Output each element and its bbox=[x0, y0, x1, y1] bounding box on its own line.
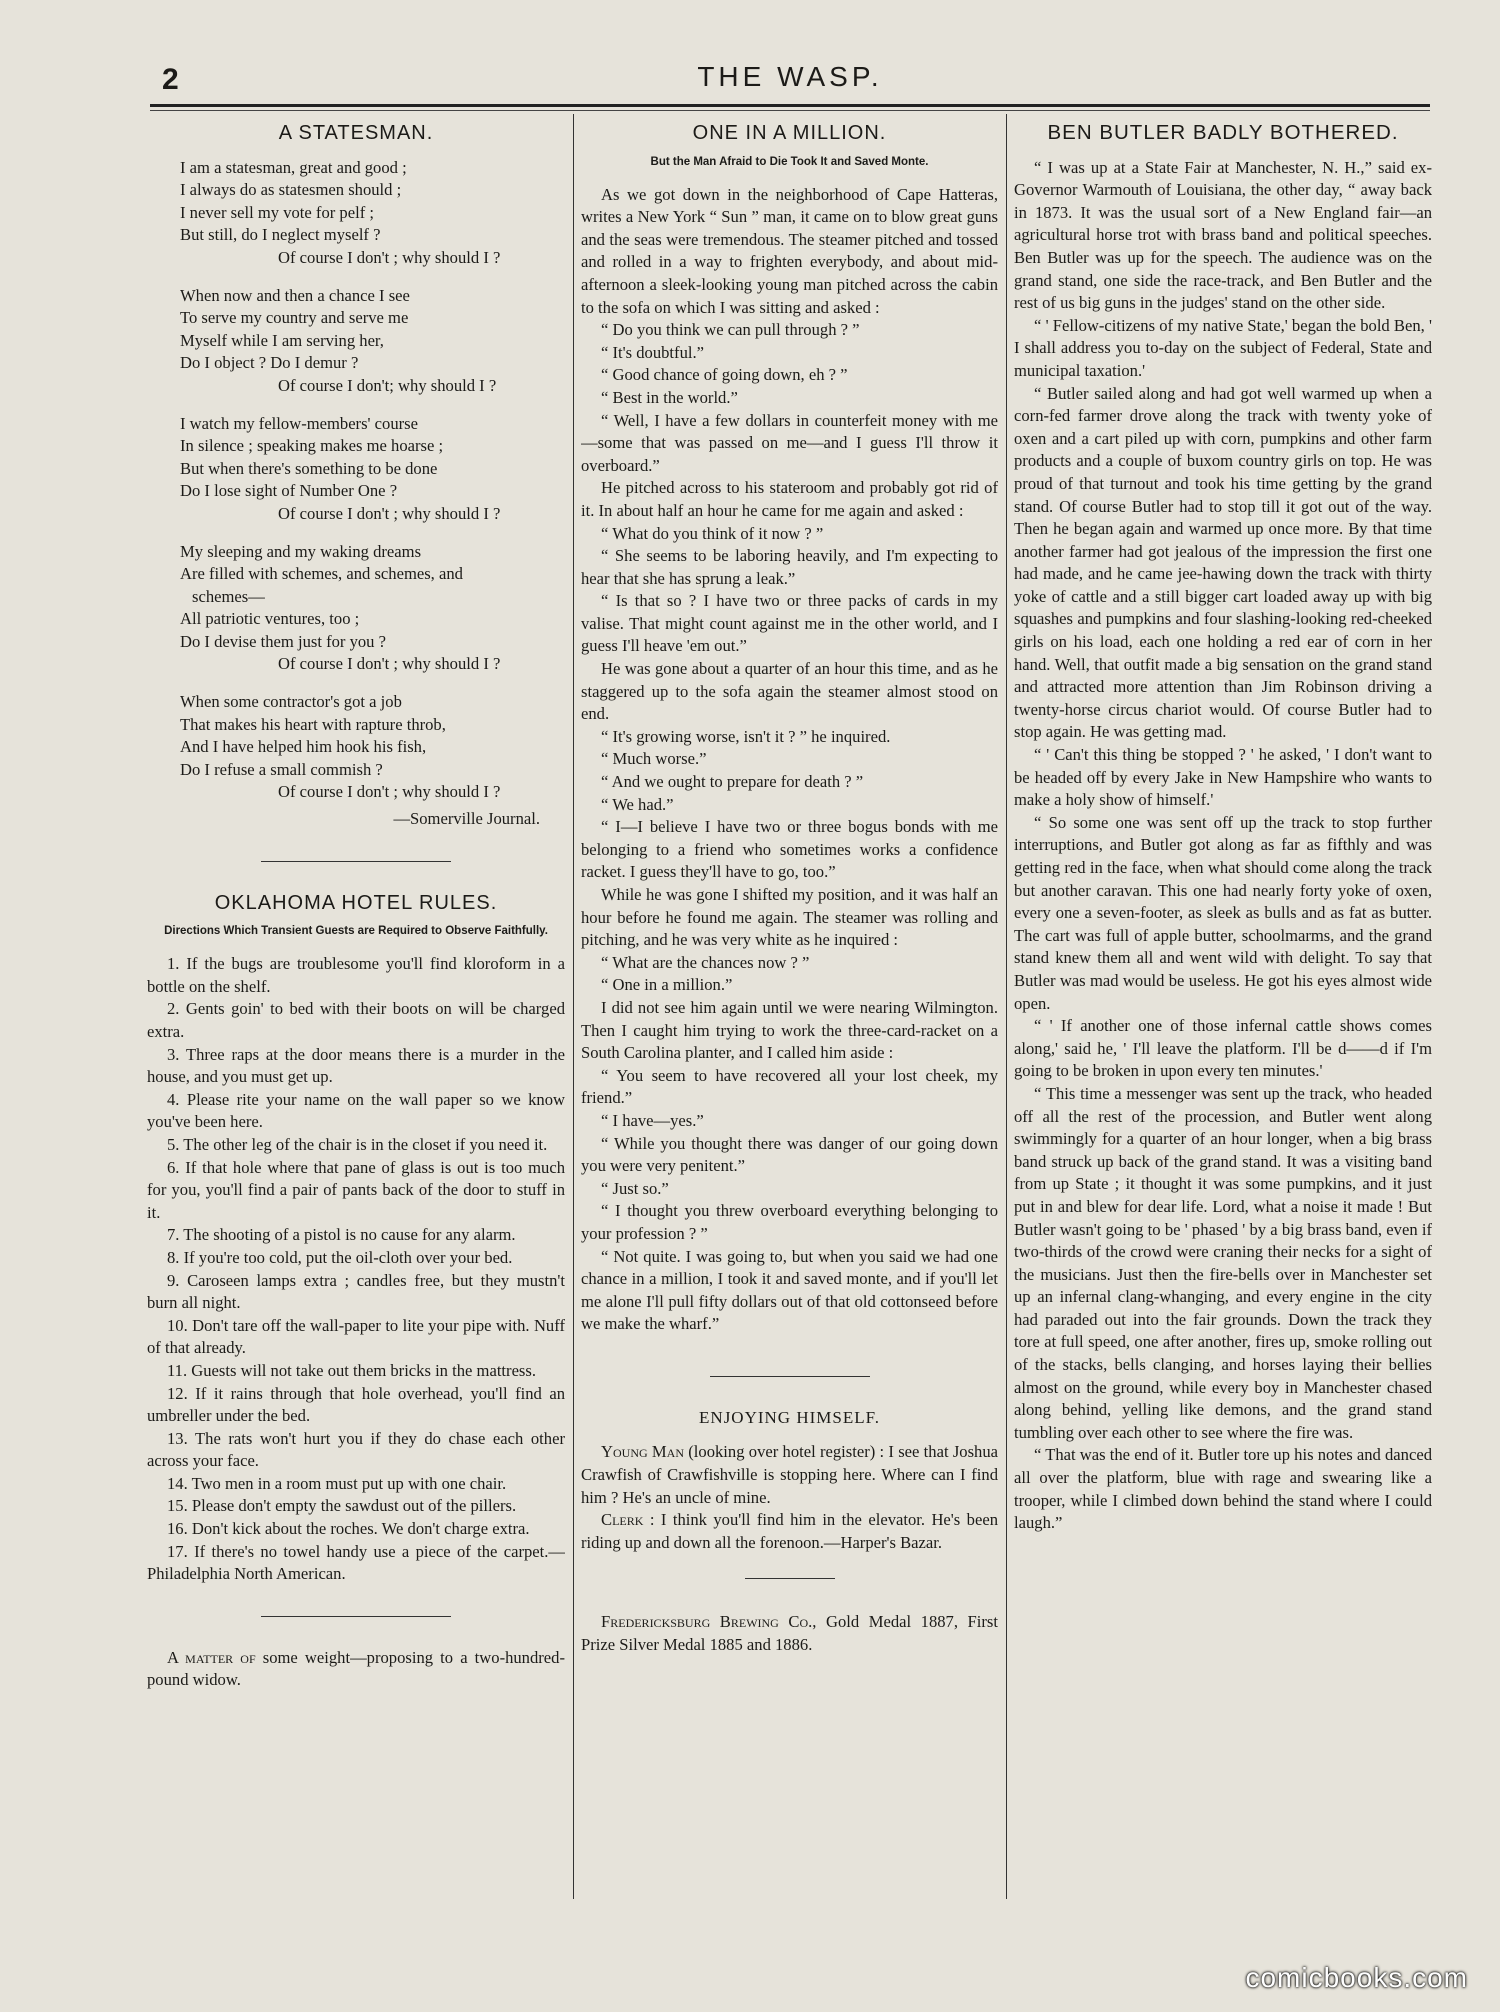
poem-line: When some contractor's got a job bbox=[180, 692, 402, 712]
body-paragraph: “ Not quite. I was going to, but when you said we had one chance in a million, I took it and saved monte, and if you'll let me alone I'll pull fifty dollars out of that old cottonseed before we make the wharf.” bbox=[581, 1246, 998, 1334]
poem-stanza bbox=[180, 285, 565, 398]
body-paragraph: He pitched across to his stateroom and probably got rid of it. In about half an hour he came for me again and asked : bbox=[581, 478, 998, 520]
oklahoma-title: OKLAHOMA HOTEL RULES. bbox=[214, 891, 498, 914]
body-paragraph: “ Just so.” bbox=[601, 1178, 669, 1198]
poem-line: But still, do I neglect myself ? bbox=[180, 225, 381, 245]
ad-paragraph bbox=[581, 1611, 998, 1656]
speaker-label: Young Man bbox=[601, 1442, 685, 1462]
column-2 bbox=[581, 118, 998, 1908]
poem-line: Do I lose sight of Number One ? bbox=[180, 481, 398, 501]
body-paragraph: “ She seems to be laboring heavily, and I'm expecting to hear that she has sprung a leak.” bbox=[581, 546, 998, 588]
site-watermark: comicbooks.com bbox=[1245, 1962, 1468, 1993]
body-paragraph: “ What are the chances now ? ” bbox=[601, 952, 810, 972]
speaker-label: Clerk : bbox=[601, 1510, 655, 1530]
masthead-title: THE WASP. bbox=[697, 61, 883, 92]
rule-item: 8. If you're too cold, put the oil-cloth over your bed. bbox=[167, 1247, 513, 1267]
million-subtitle: But the Man Afraid to Die Took It and Saved Monte. bbox=[650, 155, 929, 168]
poem-line: Do I refuse a small commish ? bbox=[180, 759, 383, 779]
body-paragraph: “ Best in the world.” bbox=[601, 387, 738, 407]
poem-line: In silence ; speaking makes me hoarse ; bbox=[180, 436, 444, 456]
body-paragraph: “ I was up at a State Fair at Manchester, N. H.,” said ex-Governor Warmouth of Louisiana, the other day, “ away back in 1873. It was the usual sort of a New England fair—an agricultural horse trot with brass band and political speeches. Ben Butler was up for the speech. The audience was on the grand stand, one side the race-track, and Ben Butler and the rest of us big guns in the judges' stand on the other side. bbox=[1014, 157, 1432, 313]
filler-text: some weight—proposing to a two-hundred-pound widow. bbox=[147, 1647, 565, 1690]
poem-line: Are filled with schemes, and schemes, and bbox=[180, 564, 463, 584]
masthead-rule-thin bbox=[150, 110, 1430, 111]
ad-lead: Fredericksburg Brewing Co., bbox=[601, 1612, 817, 1632]
rule-item: 13. The rats won't hurt you if they do chase each other across your face. bbox=[147, 1428, 565, 1471]
rule-item: 12. If it rains through that hole overhead, you'll find an umbreller under the bed. bbox=[147, 1383, 565, 1426]
speaker-text: (looking over hotel register) : I see that Joshua Crawfish of Crawfishville is stopping here. Where can I find him ? He's an uncle of mine. bbox=[581, 1442, 998, 1507]
body-paragraph: “ I have—yes.” bbox=[601, 1110, 704, 1130]
column-1 bbox=[147, 118, 565, 1908]
rule-item: 17. If there's no towel handy use a piece of the carpet.—Philadelphia North American. bbox=[147, 1541, 565, 1584]
body-paragraph: “ While you thought there was danger of our going down you were very penitent.” bbox=[581, 1133, 998, 1176]
body-paragraph: “ Much worse.” bbox=[601, 749, 707, 769]
poem-line: I always do as statesmen should ; bbox=[180, 180, 402, 200]
rule-item: 4. Please rite your name on the wall paper so we know you've been here. bbox=[147, 1089, 565, 1132]
rule-item: 11. Guests will not take out them bricks in the mattress. bbox=[167, 1360, 537, 1380]
oklahoma-subtitle: Directions Which Transient Guests are Required to Observe Faithfully. bbox=[164, 925, 548, 938]
million-title: ONE IN A MILLION. bbox=[692, 122, 887, 144]
section-separator bbox=[261, 1616, 451, 1617]
oklahoma-rules bbox=[147, 953, 565, 1586]
body-paragraph: “ This time a messenger was sent up the track, who headed off all the rest of the procession, and Butler went along swimmingly for a quarter of an hour longer, when a big brass band struck up back of the grand stand. It was a visiting band from up State ; it thought it was some pumpkins, and it just put in and blew for dear life. Lord, what a noise it made ! But Butler wasn't going to be ' phased ' by a big brass band, even if two-thirds of the crowd were craning their necks for a sight of the musicians. Just then the fire-bells over in Manchester set up an infernal clang-whanging, and every engine in the city had paraded out into the fair grounds. Down the track they tore at full speed, one after another, fires up, smoke rolling out of the stacks, bells clanging, and horses laying their bellies almost on the ground, while every boy in Manchester chased along behind, yelling like demons, and the grand stand tumbling over each other to see where the fire was. bbox=[1014, 1083, 1432, 1442]
poem-refrain: Of course I don't ; why should I ? bbox=[278, 782, 501, 802]
statesman-title: A STATESMAN. bbox=[278, 122, 434, 144]
body-paragraph: “ What do you think of it now ? ” bbox=[601, 523, 824, 543]
rule-item: 16. Don't kick about the roches. We don't charge extra. bbox=[167, 1519, 530, 1539]
poem-refrain: Of course I don't ; why should I ? bbox=[278, 247, 501, 267]
body-paragraph: “ So some one was sent off up the track to stop further interruptions, and Butler got along as far as fifthly and was getting red in the face, when what should come along the track but another caravan. This one had nearly forty yoke of oxen, every one a seven-footer, as sleek as bulls and as fat as butter. The cart was full of apple butter, schoolmarms, and the grand stand knew them all and went wild with delight. To say that Butler was mad would be useless. He got his eyes almost wide open. bbox=[1014, 812, 1432, 1013]
body-paragraph: “ ' If another one of those infernal cattle shows comes along,' said he, ' I'll leave the platform. I'll be d——d if I'm going to be broken in upon every ten minutes.' bbox=[1014, 1016, 1432, 1081]
poem-line: All patriotic ventures, too ; bbox=[180, 609, 360, 629]
rule-item: 3. Three raps at the door means there is a murder in the house, and you must get up. bbox=[147, 1044, 565, 1087]
body-paragraph: “ And we ought to prepare for death ? ” bbox=[601, 772, 864, 792]
million-body bbox=[581, 184, 998, 1336]
poem-line: My sleeping and my waking dreams bbox=[180, 541, 422, 561]
statesman-poem bbox=[147, 157, 565, 831]
body-paragraph: “ We had.” bbox=[601, 794, 674, 814]
poem-stanza bbox=[180, 541, 565, 677]
speaker-text: I think you'll find him in the elevator. He's been riding up and down all the forenoon.—Harper's Bazar. bbox=[581, 1510, 998, 1552]
body-paragraph: “ Is that so ? I have two or three packs of cards in my valise. That might count against me in the other world, and I guess I'll heave 'em out.” bbox=[581, 591, 998, 656]
body-paragraph: He was gone about a quarter of an hour this time, and as he staggered up to the sofa again the steamer almost stood on end. bbox=[581, 659, 998, 724]
poem-line: Do I devise them just for you ? bbox=[180, 631, 386, 651]
body-paragraph: “ Good chance of going down, eh ? ” bbox=[601, 365, 848, 385]
poem-stanza bbox=[180, 691, 565, 804]
body-paragraph: “ It's doubtful.” bbox=[601, 342, 704, 362]
poem-refrain: Of course I don't ; why should I ? bbox=[278, 503, 501, 523]
rule-item: 1. If the bugs are troublesome you'll find kloroform in a bottle on the shelf. bbox=[147, 954, 565, 996]
poem-attribution: —Somerville Journal. bbox=[393, 809, 540, 829]
poem-line: When now and then a chance I see bbox=[180, 285, 410, 305]
filler-lead: A matter of bbox=[167, 1647, 256, 1667]
body-paragraph: “ It's growing worse, isn't it ? ” he inquired. bbox=[601, 726, 891, 746]
poem-stanza bbox=[180, 157, 565, 270]
body-paragraph: As we got down in the neighborhood of Cape Hatteras, writes a New York “ Sun ” man, it came on to blow great guns and the seas were tremendous. The steamer pitched and tossed and rolled in a way to frighten everybody, and about mid-afternoon a sleek-looking young man pitched across the cabin to the sofa on which I was sitting and asked : bbox=[581, 184, 998, 317]
ad-text: Gold Medal 1887, First Prize Silver Medal 1885 and 1886. bbox=[581, 1612, 998, 1655]
rule-item: 2. Gents goin' to bed with their boots on will be charged extra. bbox=[147, 999, 565, 1041]
rule-item: 5. The other leg of the chair is in the closet if you need it. bbox=[167, 1134, 548, 1154]
poem-line: I am a statesman, great and good ; bbox=[180, 157, 407, 177]
body-paragraph: “ Well, I have a few dollars in counterfeit money with me—some that was passed on me—and I guess I'll throw it overboard.” bbox=[581, 410, 998, 475]
rule-item: 7. The shooting of a pistol is no cause for any alarm. bbox=[167, 1225, 516, 1245]
body-paragraph: I did not see him again until we were nearing Wilmington. Then I caught him trying to work the three-card-racket on a South Carolina planter, and I called him aside : bbox=[581, 997, 998, 1063]
poem-line: Myself while I am serving her, bbox=[180, 330, 384, 350]
poem-line: schemes— bbox=[192, 586, 265, 606]
section-separator bbox=[261, 861, 451, 862]
body-paragraph: “ Do you think we can pull through ? ” bbox=[601, 320, 860, 340]
body-paragraph: “ ' Can't this thing be stopped ? ' he asked, ' I don't want to be headed off by every Jake in New Hampshire who wants to make a holy show of himself.' bbox=[1014, 745, 1432, 810]
poem-refrain: Of course I don't ; why should I ? bbox=[278, 654, 501, 674]
rule-item: 15. Please don't empty the sawdust out of the pillers. bbox=[167, 1496, 517, 1516]
poem-refrain: Of course I don't; why should I ? bbox=[278, 375, 497, 395]
rule-item: 6. If that hole where that pane of glass is out is too much for you, you'll find a pair of pants back of the door to stuff in it. bbox=[147, 1157, 565, 1222]
section-separator bbox=[710, 1376, 870, 1377]
enjoying-title: ENJOYING HIMSELF. bbox=[699, 1407, 880, 1427]
poem-line: And I have helped him hook his fish, bbox=[180, 737, 427, 757]
body-paragraph: While he was gone I shifted my position, and it was half an hour before he found me again. The steamer was rolling and pitching, and he was very white as he inquired : bbox=[581, 885, 998, 950]
rule-item: 14. Two men in a room must put up with one chair. bbox=[167, 1473, 507, 1493]
body-paragraph: “ I—I believe I have two or three bogus bonds with me belonging to a friend who sometimes works a confidence racket. I guess they'll have to go, too.” bbox=[581, 817, 998, 882]
poem-line: Do I object ? Do I demur ? bbox=[180, 353, 359, 373]
column-3 bbox=[1014, 118, 1432, 1908]
page-number: 2 bbox=[162, 63, 179, 96]
column-divider bbox=[573, 114, 574, 1899]
masthead-rule bbox=[150, 104, 1430, 107]
body-paragraph bbox=[581, 1509, 998, 1554]
body-paragraph: “ You seem to have recovered all your lost cheek, my friend.” bbox=[581, 1065, 998, 1108]
body-paragraph: “ One in a million.” bbox=[601, 975, 733, 995]
butler-title: BEN BUTLER BADLY BOTHERED. bbox=[1047, 121, 1399, 144]
body-paragraph: “ That was the end of it. Butler tore up his notes and danced all over the platform, blue with rage and swearing like a trooper, while I climbed down behind the stand where I could laugh.” bbox=[1014, 1445, 1432, 1533]
column-divider bbox=[1006, 114, 1007, 1899]
poem-line: That makes his heart with rapture throb, bbox=[180, 714, 446, 734]
body-paragraph: “ I thought you threw overboard everything belonging to your profession ? ” bbox=[581, 1201, 998, 1243]
section-separator bbox=[745, 1578, 835, 1579]
rule-item: 10. Don't tare off the wall-paper to lite your pipe with. Nuff of that already. bbox=[147, 1315, 565, 1358]
rule-item: 9. Caroseen lamps extra ; candles free, but they mustn't burn all night. bbox=[147, 1270, 565, 1313]
body-paragraph: “ Butler sailed along and had got well warmed up when a corn-fed farmer drove along the track with twenty yoke of oxen and a cart piled up with corn, pumpkins and other farm products and a couple of buxom country girls on top. He was proud of that turnout and took his time getting by the grand stand. Of course Butler had to stop till it got out of the way. Then he began again and warmed up once more. By that time another farmer had got jealous of the impression the first one had made, and he came jee-hawing down the track with thirty yoke of cattle and a still bigger cart loaded away up with big squashes and pumpkins and four slashing-looking red-cheeked girls on his load, each one holding a red ear of corn in her hand. Well, that outfit made a big sensation on the grand stand and attracted more attention than Jim Robinson driving a twenty-horse circus chariot would. Of course Butler had to stop again. He was getting mad. bbox=[1014, 383, 1432, 742]
poem-stanza bbox=[180, 413, 565, 526]
body-paragraph bbox=[581, 1441, 998, 1509]
poem-line: I watch my fellow-members' course bbox=[180, 413, 418, 433]
poem-line: I never sell my vote for pelf ; bbox=[180, 202, 374, 222]
butler-body bbox=[1014, 157, 1432, 1535]
body-paragraph: “ ' Fellow-citizens of my native State,' began the bold Ben, ' I shall address you to-day on the subject of Federal, State and municipal taxation.' bbox=[1014, 315, 1432, 380]
filler-paragraph bbox=[147, 1647, 565, 1692]
poem-line: But when there's something to be done bbox=[180, 458, 438, 478]
poem-line: To serve my country and serve me bbox=[180, 308, 409, 328]
